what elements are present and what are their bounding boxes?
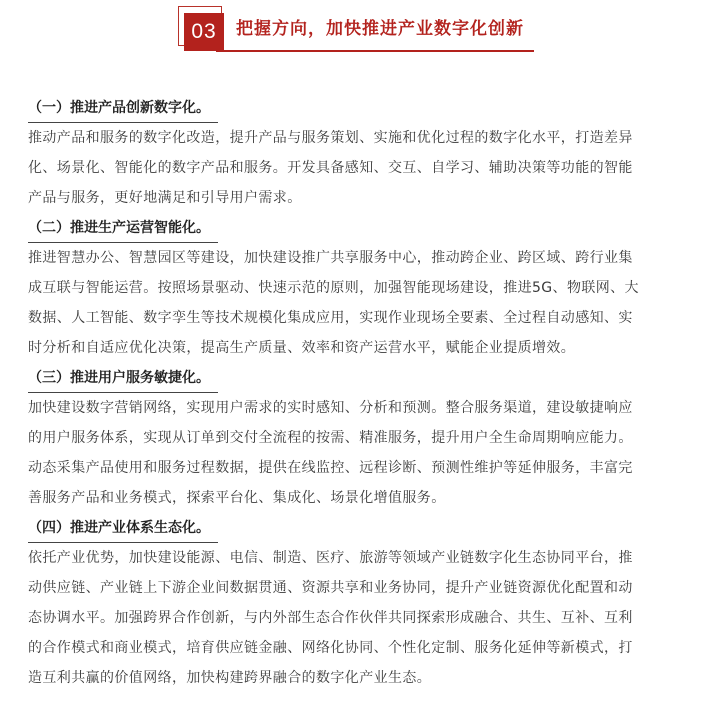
text-line: 化、场景化、智能化的数字产品和服务。开发具备感知、交互、自学习、辅助决策等功能的智能 [28,160,633,176]
section-paragraph [28,393,698,513]
section-4 [28,513,698,693]
section-paragraph [28,543,698,693]
section-paragraph [28,123,698,213]
section-1 [28,93,698,213]
text-line: 数据、人工智能、数字孪生等技术规模化集成应用，实现作业现场全要素、全过程自动感知、实 [28,310,633,326]
title-underline [216,50,534,52]
text-line: 的合作模式和商业模式，培育供应链金融、网络化协同、个性化定制、服务化延伸等新模式，打 [28,640,633,656]
text-line: 成互联与智能运营。按照场景驱动、快速示范的原则，加强智能现场建设，推进5G、物联网、大 [28,280,639,296]
text-line: 推动产品和服务的数字化改造，提升产品与服务策划、实施和优化过程的数字化水平，打造差异 [28,130,633,146]
section-header [0,0,726,62]
section-heading: （二）推进生产运营智能化。 [28,213,218,243]
text-line: 善服务产品和业务模式，探索平台化、集成化、场景化增值服务。 [28,490,446,506]
text-line: 依托产业优势，加快建设能源、电信、制造、医疗、旅游等领域产业链数字化生态协同平台，推 [28,550,633,566]
text-line: 造互利共赢的价值网络，加快构建跨界融合的数字化产业生态。 [28,670,432,686]
section-paragraph [28,243,698,363]
article-body [28,93,698,693]
text-line: 产品与服务，更好地满足和引导用户需求。 [28,190,302,206]
section-title: 把握方向，加快推进产业数字化创新 [236,19,524,39]
text-line: 动供应链、产业链上下游企业间数据贯通、资源共享和业务协同，提升产业链资源优化配置和动 [28,580,633,596]
text-line: 时分析和自适应优化决策，提高生产质量、效率和资产运营水平，赋能企业提质增效。 [28,340,576,356]
section-number-badge: 03 [184,13,224,51]
text-line: 动态采集产品使用和服务过程数据，提供在线监控、远程诊断、预测性维护等延伸服务，丰富完 [28,460,633,476]
text-line: 加快建设数字营销网络，实现用户需求的实时感知、分析和预测。整合服务渠道，建设敏捷响应 [28,400,633,416]
section-2 [28,213,698,363]
section-heading: （三）推进用户服务敏捷化。 [28,363,218,393]
section-heading: （一）推进产品创新数字化。 [28,93,218,123]
section-heading: （四）推进产业体系生态化。 [28,513,218,543]
text-line: 推进智慧办公、智慧园区等建设，加快建设推广共享服务中心，推动跨企业、跨区域、跨行业集 [28,250,633,266]
section-3 [28,363,698,513]
text-line: 的用户服务体系，实现从订单到交付全流程的按需、精准服务，提升用户全生命周期响应能力。 [28,430,633,446]
text-line: 态协调水平。加强跨界合作创新，与内外部生态合作伙伴共同探索形成融合、共生、互补、互利 [28,610,633,626]
